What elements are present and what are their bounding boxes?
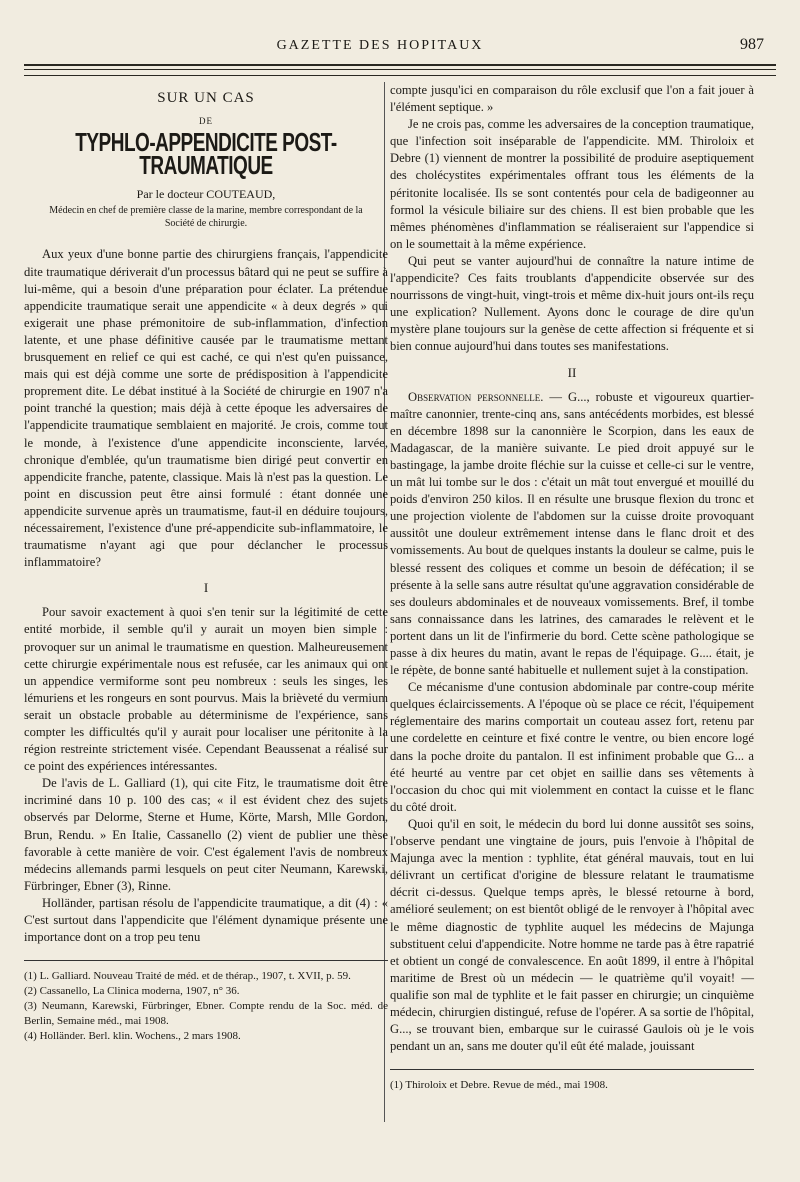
article-author: Par le docteur COUTEAUD, xyxy=(136,187,276,202)
paragraph: compte jusqu'ici en comparaison du rôle exclusif que l'on a fait jouer à l'élément septique. » xyxy=(390,83,754,115)
header-rule-thick xyxy=(24,64,776,66)
observation-text: — G..., robuste et vigoureux quartier-maître canonnier, trente-cinq ans, sans antécédents morbides, est blessé en décembre 1898 sur la canonnière le Scorpion, dans les eaux de Madagascar, de la manière suivante. Le pied droit appuyé sur le bastingage, la jambe droite fléchie sur la cuisse et celle-ci sur le ventre, un mât lui tombe sur le dos : c'était un mât tout envergué et mouillé du poids d'environ 250 kilos. Il en résulte une brusque flexion du tronc et une projection violente de l'abdomen sur la cuisse droite provoquant aussitôt une douleur extrêmement intense dans le flanc droit et des vomissements. Au bout de quelques instants la douleur se calme, puis le blessé ressent des coliques et comme un besoin de défécation; il se présente à la selle sans autre résultat qu'une aggravation considérable de ses douleurs abdominales et de nouveaux vomissements. Bref, il tombe sans connaissance dans les latrines, des camarades le relèvent et le portent dans un lit de l'infirmerie du bord. Cette scène pathologique se passe à dix heures du matin, avant le repas de l'équipage. G.... était, je le répète, de bonne santé habituelle et nullement sujet à la constipation. xyxy=(390,389,755,678)
author-affiliation: Médecin en chef de première classe de la marine, membre correspondant de la Société de chirurgie. xyxy=(49,205,363,229)
footnote: (4) Holländer. Berl. klin. Wochens., 2 mars 1908. xyxy=(24,1030,241,1043)
pre-title-de: DE xyxy=(199,116,213,127)
section-heading-1: I xyxy=(203,580,209,596)
footnote: (2) Cassanello, La Clinica moderna, 1907, n° 36. xyxy=(24,985,240,998)
footnote: (1) L. Galliard. Nouveau Traité de méd. et de thérap., 1907, t. XVII, p. 59. xyxy=(24,970,351,983)
running-header: GAZETTE DES HOPITAUX xyxy=(276,38,484,53)
header-rule-thin xyxy=(24,69,776,70)
paragraph: De l'avis de L. Galliard (1), qui cite Fitz, le traumatisme doit être incriminé dans 10 p. 100 des cas; « il est évident chez des sujets observés par Delorme, Sterne et Hume, Körte, Marsh, Mlle Gordon, Brun, Rendu. » En Italie, Cassanello (2) vient de publier une thèse favorable à cette manière de voir. C'est également l'avis de nombreux médecins allemands parmi lesquels on peut citer Neumann, Karewski, Fürbringer, Ebner (3), Rinne. xyxy=(24,776,388,893)
paragraph: Holländer, partisan résolu de l'appendicite traumatique, a dit (4) : « C'est surtout dans l'appendicite que l'élément dynamique présente une importance dont on a trop peu tenu xyxy=(24,895,388,945)
page-number: 987 xyxy=(740,36,764,53)
paragraph: Pour savoir exactement à quoi s'en tenir sur la légitimité de cette entité morbide, il semble qu'il y aurait un moyen bien simple : provoquer sur un animal le traumatisme en question. Malheureusement cette chirurgie expérimentale nous est refusée, car les animaux qui ont un appendice vermiforme sont peu nombreux : seuls les singes, les lémuriens et les rongeurs en sont pourvus. Mais la brièveté du vermium serait un obstacle probable au déterminisme de l'expérience, sans compter les difficultés qu'il y aurait pour localiser une péritonite à la région restreinte strictement visée. Cependant Beaussenat a réalisé sur ce point des expériences intéressantes. xyxy=(24,605,388,774)
section-heading-2: II xyxy=(567,364,577,380)
paragraph: Qui peut se vanter aujourd'hui de connaître la nature intime de l'appendicite? Ces faits troublants d'appendicite observée sur des nourrissons de vingt-huit, vingt-trois et même dix-huit jours ont-ils reçu une explication? Nullement. Ayons donc le courage de dire qu'un mystère plane toujours sur la genèse de cette affection si fréquente et si bien connue aujourd'hui dans toutes ses manifestations. xyxy=(390,253,754,354)
footnote-rule xyxy=(24,960,388,961)
left-column xyxy=(24,82,388,1044)
paragraph: Ce mécanisme d'une contusion abdominale par contre-coup mérite quelques éclaircissements. A l'époque où se place ce récit, l'équipement réglementaire des marins comportait un couteau assez fort, retenu par une cordelette en ceinture et fixé contre le ventre, ou bien encore logé dans la poche droite du pantalon. Il est infiniment probable que G... a été heurté au ventre par cet objet en saillie dans ses vêtements à l'occasion du choc qui mit violemment en contact la cuisse et le flanc du côté droit. xyxy=(390,680,754,814)
footnote-rule xyxy=(390,1069,754,1070)
observation-label: Observation personnelle. xyxy=(408,389,544,404)
paragraph: Aux yeux d'une bonne partie des chirurgiens français, l'appendicite dite traumatique dériverait d'un processus bâtard qui ne peut se suffire à lui-même, qui a besoin d'une préparation pour éclater. La prétendue appendicite traumatique serait une appendicite « à deux degrés » qui exigerait une phase prémonitoire de sub-inflammation, d'infection latente, et une phase définitive causée par le traumatisme mettant brusquement en relief ce qui est caché, ce qui n'est qu'en puissance, mais qui est déjà comme une sorte de prédisposition à l'appendicite proprement dite. Le débat institué à la Société de chirurgie en 1907 n'a point tranché la question; mais déjà à cette époque les adversaires de l'appendicite traumatique semblaient en majorité. Je crois, comme tout le monde, à l'existence d'une appendicite inconsciente, larvée, chronique d'emblée, qu'un traumatisme bien dirigé peut convertir en appendicite franche, patente, classique. Mais là n'est pas la question. Le point en discussion peut être ainsi formulé : étant donnée une appendicite survenue après un traumatisme, faut-il en déduire toujours, nécessairement, l'existence d'une pré-appendicite sub-inflammatoire, le traumatisme n'ayant agi que pour déclancher le processus inflammatoire? xyxy=(24,247,388,570)
footnote: (3) Neumann, Karewski, Fürbringer, Ebner. Compte rendu de la Soc. méd. de Berlin, Semaine méd., mai 1908. xyxy=(24,1000,388,1028)
paragraph: Je ne crois pas, comme les adversaires de la conception traumatique, que l'infection soit inséparable de l'appendicite. MM. Thiroloix et Debre (1) viennent de montrer la possibilité de produire aseptiquement des cholécystites expérimentales offrant tous les éléments de la péritonite localisée. Ils se sont contentés pour cela de badigeonner au formol la vésicule biliaire sur des chiens. Il est bien probable que les mêmes phénomènes d'inflammation se réaliseraient sur l'appendice si on le soumettait à la même expérience. xyxy=(390,117,754,251)
right-column xyxy=(390,82,754,1093)
paragraph: Quoi qu'il en soit, le médecin du bord lui donne aussitôt ses soins, l'observe pendant une vingtaine de jours, puis l'envoie à l'hôpital de Majunga avec la mention : typhlite, état général mauvais, tout en lui délivrant un certificat d'origine de blessure relatant le traumatisme décrit ci-dessus. Quelque temps après, le blessé retourne à bord, amélioré seulement; on est bientôt obligé de le renvoyer à l'hôpital avec le même diagnostic de typhlite auquel les médecins de Majunga substituent celui d'appendicite. Notre homme ne tarde pas à être rapatrié et obtient un congé de convalescence. En août 1899, il entre à l'hôpital maritime de Brest où un médecin — le quatrième qu'il voyait! — qualifie son mal de typhlite et le fait passer en chirurgie; un cinquième médecin, chirurgien distingué, refuse de l'opérer. A sa sortie de l'hôpital, G..., se trouvant bien, embarque sur le cuirassé Gaulois où je le vois pendant un an, sans me douter qu'il eût été malade, jouissant xyxy=(390,816,754,1054)
article-title: TYPHLO-APPENDICITE POST-TRAUMATIQUE xyxy=(75,129,337,181)
footnote: (1) Thiroloix et Debre. Revue de méd., mai 1908. xyxy=(390,1079,608,1092)
header-rule-lower xyxy=(24,75,776,76)
paragraph xyxy=(390,389,754,680)
pre-title: SUR UN CAS xyxy=(157,90,255,106)
